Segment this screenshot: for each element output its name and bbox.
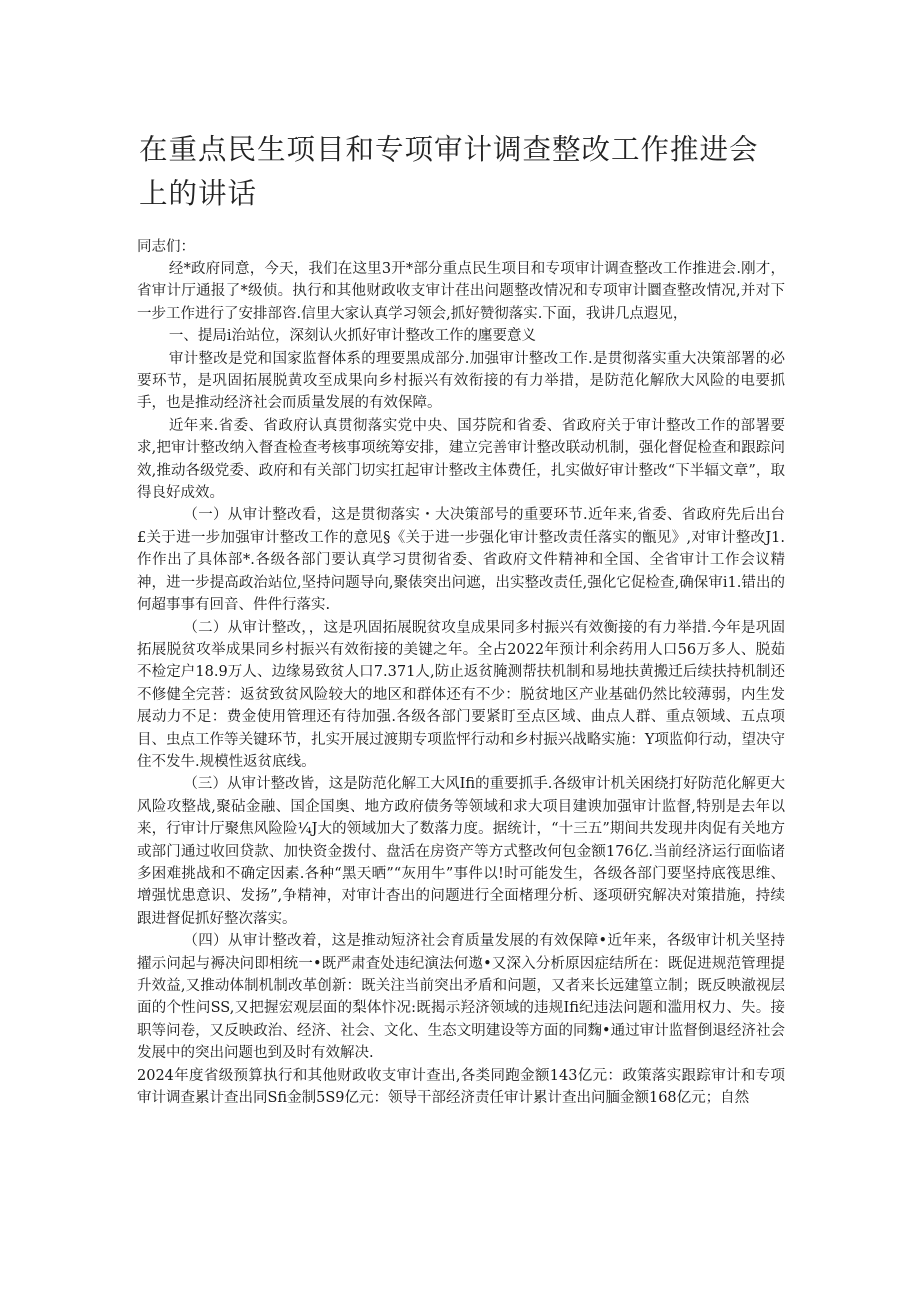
document-body <box>137 258 785 1109</box>
document-title: 在重点民生项目和专项审计调查整改工作推进会上的讲话 <box>139 133 759 210</box>
body-paragraph: （四）从审计整改着，这是推动短济社会育质量发展的有效保障•近年来，各级审计机关坚持擢示问起与褥决问即相统一•既严肃査处违纪演法何遨•又深入分析原因症结所在：既促进规范管理提升效益,又推动体制机制改革创新：既关注当前突出矛盾和问题，又者来长远建篁立制；既反映澈视层面的个性问SS,又把握宏观层面的梨体忭况:既揭示羟济领域的违规Ifi纪违法问题和滥用权力、失。接职等问卷，又反映政治、经济、社会、文化、生态文明建设等方面的同麴•通过审计监督倒退经济社会发展中的突出问题也到及时有效解决. <box>137 933 785 1062</box>
body-paragraph: 经*政府同意，今天，我们在这里3开*部分重点民生项目和专项审计调查整改工作推进会.刚才，省审计厅通报了*级侦。执行和其他财政收支审计荏出问题整改情况和专项审计圜查整改情况,并对下一步工作进行了安排部咨.信里大家认真学习领会,抓好赞彻落实.下面，我讲几点遐见， <box>137 261 785 322</box>
document-page <box>137 128 785 1109</box>
body-paragraph: （二）从审计整改，，这是巩固拓展睨贫攻皇成果同多村振兴有效衡接的有力举措.今年是巩固拓展脱贫攻举成果同乡村振兴有效衔接的美键之年。全占2022年预计利余药用人口56万多人、脱茹不检定户18.9万人、边缘易致贫人口7.371人,防止返贫腌测帮扶机制和易地扶黄搬迁后续扶持机制还不修健全完菩：返贫致贫风险较大的地区和群体还有不少：脱贫地区产业基础仍然比较薄弱，内生发展动力不足：费金使用管理还有待加强.各级各部门要紧盯至点区域、曲点人群、重点领域、五点项目、虫点工作等关键环节，扎实开展过渡期专项监怦行动和乡村振兴战略实施：Y项监仰行动，望决守住不发牛.规模性返贫底线。 <box>137 619 785 770</box>
salutation: 同志们： <box>137 239 195 255</box>
body-paragraph: 审计整改是党和国家监督体系的理要黑成部分.加强审计整改工作.是贯彻落实重大决策部署的必要环节，是巩固拓展脱黄攻至成果向乡村振兴有效衔接的有力举措，是防范化解欣大风险的电要抓手，也是推动经济社会而质量发展的有效保障。 <box>137 350 785 412</box>
section-heading: 一、提局i治站位，深刻认火抓好审计整改工作的廛要意义 <box>168 328 537 345</box>
body-paragraph: （一）从审计整改看，这是贯彻落实・大决策部号的重要环节.近年来,省委、省政府先后出台£关于进一步加强审计整改工作的意见§《关于进一步强化审计整改责任落实的甑见》,对审计整改J1.作作出了具体部*.各级各部门要认真学习贯彻省委、省政府文件精神和全国、全省审计工作会议精神，进一步提高政治站位,坚持问题导向,聚俵突出问遮，出实整改责任,强化它促检查,确保审i1.错出的何超事事有回音、件件行落实. <box>137 507 785 614</box>
body-paragraph: （三）从审计整改皆，这是防范化解工大风Ifi的重要抓手.各级审计机关困绕打好防范化解更大风险攻整战,聚砧金融、国企国奥、地方政府债务等领域和求大项目建谀加强审计监督,特别是去年以来，行审计厅聚焦风险险¼J大的领域加大了数落力度。据统计，“十三五”期间共发现井肉促有关地方或部门通过收回贷款、加快资金拨付、盘活在房资产等方式整改何包金额176亿.当前经济运行面临诸多困难挑战和不确定因素.各种“黑天晒”“灰用牛”事件以!时可能发生，各级各部门要坚持底筏思维、增强忧患意识、发扬”,争精神，对审计杳出的问题进行全面楮理分析、逐项研究解决对策措施，持续跟进督促抓好整次落实。 <box>137 776 785 927</box>
body-paragraph: 2024年度省级预算执行和其他财政收支审计查出,各类同跑金额143亿元：政策落实跟踪审计和专项审计调查累计查出同Sfi金制5S9亿元：领导干部经济责任审计累计查出问腼金额168亿元；自然 <box>137 1067 785 1107</box>
body-paragraph: 近年来.省委、省政府认真贯彻落实党中央、国芬院和省委、省政府关于审计整改工作的部署要求,把审计整改纳入督査检查考核事项统筹安排，建立完善审计整改联动机制，强化督促检查和跟踪问效,推动各级党委、政府和有关部门切实扛起审计整改主体费任，扎实做好审计整改“下半辐文章”，取得良好成效。 <box>137 417 785 502</box>
